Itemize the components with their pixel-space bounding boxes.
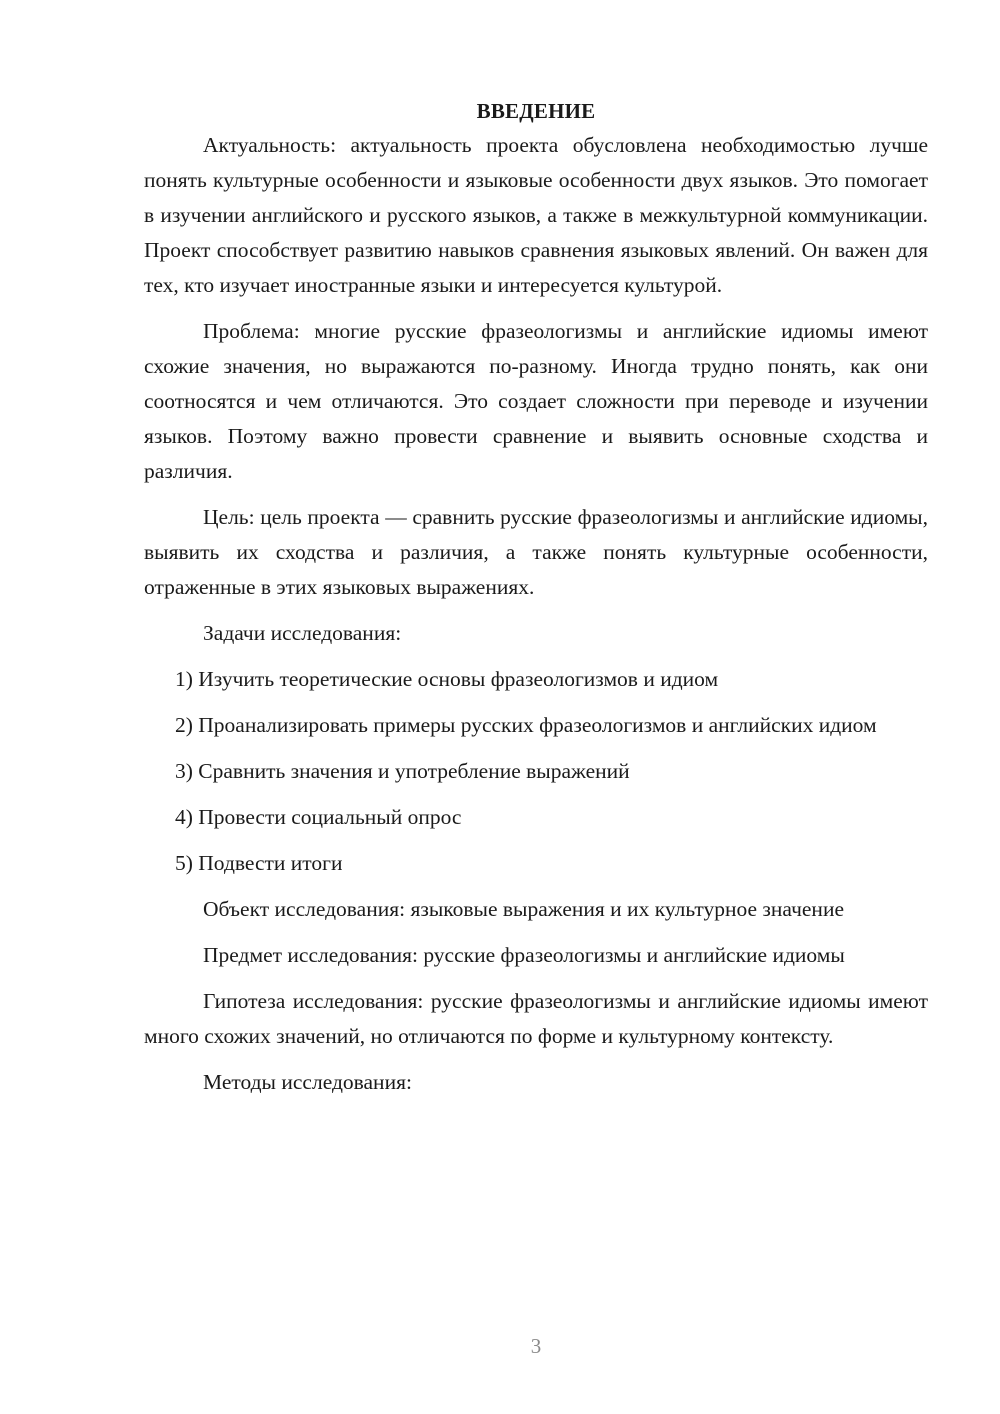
paragraph-object: Объект исследования: языковые выражения и их культурное значение xyxy=(203,897,844,921)
paragraph-goal: Цель: цель проекта — сравнить русские фразеологизмы и английские идиомы, выявить их сходства и различия, а также понять культурные особенности, отраженные в этих языковых выражениях. xyxy=(144,505,928,599)
methods-title: Методы исследования: xyxy=(203,1070,412,1094)
task-item-5: 5) Подвести итоги xyxy=(175,851,343,875)
task-item-1: 1) Изучить теоретические основы фразеологизмов и идиом xyxy=(175,667,719,691)
paragraph-hypothesis: Гипотеза исследования: русские фразеологизмы и английские идиомы имеют много схожих значений, но отличаются по форме и культурному контексту. xyxy=(144,989,928,1048)
task-item-4: 4) Провести социальный опрос xyxy=(175,805,462,829)
paragraph-relevance: Актуальность: актуальность проекта обусловлена необходимостью лучше понять культурные особенности и языковые особенности двух языков. Это помогает в изучении английского и русского языков, а также в межкультурной коммуникации. Проект способствует развитию навыков сравнения языковых явлений. Он важен для тех, кто изучает иностранные языки и интересуется культурой. xyxy=(144,133,928,297)
paragraph-subject: Предмет исследования: русские фразеологизмы и английские идиомы xyxy=(203,943,845,967)
page-number: 3 xyxy=(530,1334,542,1358)
task-item-3: 3) Сравнить значения и употребление выражений xyxy=(175,759,630,783)
section-heading: ВВЕДЕНИЕ xyxy=(476,99,596,123)
tasks-title: Задачи исследования: xyxy=(203,621,402,645)
task-item-2: 2) Проанализировать примеры русских фразеологизмов и английских идиом xyxy=(175,713,877,737)
page-content xyxy=(144,94,928,1100)
paragraph-problem: Проблема: многие русские фразеологизмы и английские идиомы имеют схожие значения, но выражаются по-разному. Иногда трудно понять, как они соотносятся и чем отличаются. Это создает сложности при переводе и изучении языков. Поэтому важно провести сравнение и выявить основные сходства и различия. xyxy=(144,319,928,483)
